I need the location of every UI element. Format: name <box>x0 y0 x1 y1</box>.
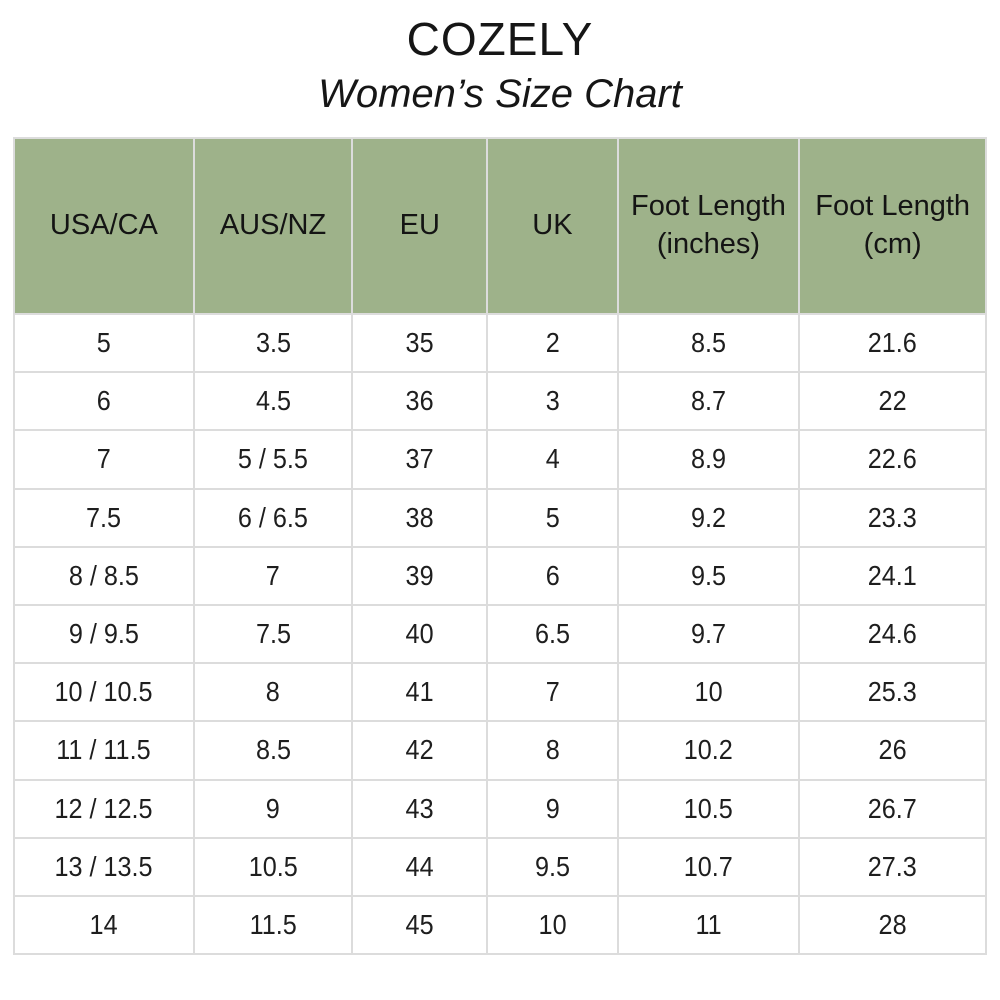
cell-value: 45 <box>405 908 434 940</box>
cell-value: 4.5 <box>255 385 291 417</box>
table-cell <box>352 896 487 954</box>
table-row <box>14 896 986 954</box>
cell-value: 23.3 <box>868 501 918 533</box>
cell-value: 42 <box>405 734 434 766</box>
table-cell <box>618 663 800 721</box>
size-chart-table <box>13 137 987 955</box>
cell-value: 3 <box>545 385 560 417</box>
table-cell <box>487 838 617 896</box>
table-cell <box>618 721 800 779</box>
table-cell <box>618 314 800 372</box>
table-cell <box>487 780 617 838</box>
table-cell <box>799 314 986 372</box>
column-header-5 <box>799 138 986 314</box>
table-cell <box>618 780 800 838</box>
cell-value: 8 / 8.5 <box>68 559 139 591</box>
cell-value: 2 <box>545 327 560 359</box>
table-cell <box>194 372 352 430</box>
table-cell <box>618 372 800 430</box>
table-cell <box>352 489 487 547</box>
cell-value: 37 <box>405 443 434 475</box>
column-header-0 <box>14 138 194 314</box>
cell-value: 36 <box>405 385 434 417</box>
cell-value: 6 / 6.5 <box>237 501 309 533</box>
table-cell <box>799 605 986 663</box>
cell-value: 40 <box>405 618 434 650</box>
table-row <box>14 489 986 547</box>
table-cell <box>618 430 800 488</box>
cell-value: 10.7 <box>683 850 733 882</box>
column-header-2 <box>352 138 487 314</box>
table-row <box>14 780 986 838</box>
cell-value: 13 / 13.5 <box>54 850 153 882</box>
table-cell <box>352 663 487 721</box>
cell-value: 7.5 <box>255 618 291 650</box>
cell-value: 7 <box>545 676 560 708</box>
header-row <box>14 138 986 314</box>
cell-value: 38 <box>405 501 434 533</box>
table-cell <box>618 547 800 605</box>
cell-value: 7 <box>266 559 281 591</box>
cell-value: 10.2 <box>683 734 733 766</box>
table-cell <box>487 489 617 547</box>
table-cell <box>14 780 194 838</box>
cell-value: 3.5 <box>255 327 291 359</box>
cell-value: 8 <box>266 676 281 708</box>
table-body <box>14 314 986 954</box>
table-cell <box>799 663 986 721</box>
column-header-label: USA/CA <box>49 209 158 242</box>
table-cell <box>799 838 986 896</box>
table-cell <box>618 605 800 663</box>
column-header-label: UK <box>532 209 573 242</box>
cell-value: 12 / 12.5 <box>54 792 153 824</box>
table-cell <box>799 430 986 488</box>
cell-value: 7 <box>96 443 111 475</box>
table-cell <box>618 838 800 896</box>
table-row <box>14 430 986 488</box>
cell-value: 26.7 <box>868 792 918 824</box>
cell-value: 8.5 <box>255 734 291 766</box>
table-cell <box>194 896 352 954</box>
table-cell <box>799 721 986 779</box>
cell-value: 24.6 <box>868 618 918 650</box>
table-cell <box>14 605 194 663</box>
table-row <box>14 721 986 779</box>
title-block <box>0 0 1000 114</box>
table-cell <box>799 780 986 838</box>
cell-value: 44 <box>405 850 434 882</box>
cell-value: 11.5 <box>249 908 297 940</box>
table-cell <box>799 547 986 605</box>
cell-value: 27.3 <box>868 850 918 882</box>
table-cell <box>487 721 617 779</box>
cell-value: 8.9 <box>690 443 726 475</box>
table-cell <box>618 489 800 547</box>
cell-value: 43 <box>405 792 434 824</box>
table-cell <box>352 372 487 430</box>
table-cell <box>352 605 487 663</box>
table-cell <box>487 896 617 954</box>
table-cell <box>194 838 352 896</box>
column-header-3 <box>487 138 617 314</box>
table-cell <box>487 372 617 430</box>
cell-value: 11 <box>695 908 722 940</box>
table-cell <box>194 605 352 663</box>
column-header-label: Foot Length (cm) <box>815 190 971 260</box>
cell-value: 8.5 <box>690 327 726 359</box>
table-cell <box>14 721 194 779</box>
table-cell <box>14 314 194 372</box>
column-header-label: AUS/NZ <box>219 209 327 242</box>
table-cell <box>352 838 487 896</box>
cell-value: 10 <box>694 676 723 708</box>
table-cell <box>14 896 194 954</box>
table-cell <box>14 663 194 721</box>
cell-value: 6.5 <box>534 618 570 650</box>
cell-value: 9.7 <box>690 618 726 650</box>
cell-value: 14 <box>89 908 118 940</box>
cell-value: 9 <box>266 792 281 824</box>
cell-value: 10.5 <box>683 792 733 824</box>
table-cell <box>194 663 352 721</box>
cell-value: 9 / 9.5 <box>68 618 139 650</box>
table-cell <box>14 489 194 547</box>
table-cell <box>352 780 487 838</box>
cell-value: 10 / 10.5 <box>54 676 153 708</box>
table-row <box>14 663 986 721</box>
cell-value: 9 <box>545 792 560 824</box>
cell-value: 5 / 5.5 <box>237 443 309 475</box>
cell-value: 9.5 <box>690 559 726 591</box>
cell-value: 8.7 <box>690 385 726 417</box>
table-cell <box>352 314 487 372</box>
cell-value: 39 <box>405 559 434 591</box>
cell-value: 7.5 <box>86 501 122 533</box>
cell-value: 6 <box>96 385 111 417</box>
cell-value: 41 <box>405 676 434 708</box>
cell-value: 8 <box>545 734 560 766</box>
table-row <box>14 314 986 372</box>
table-cell <box>799 372 986 430</box>
cell-value: 25.3 <box>868 676 918 708</box>
page-subtitle: Women’s Size Chart <box>318 72 682 116</box>
cell-value: 26 <box>878 734 907 766</box>
cell-value: 28 <box>878 908 907 940</box>
cell-value: 5 <box>96 327 111 359</box>
table-row <box>14 605 986 663</box>
table-cell <box>799 896 986 954</box>
table-head <box>14 138 986 314</box>
brand-title: COZELY <box>406 13 594 65</box>
cell-value: 9.5 <box>534 850 570 882</box>
cell-value: 9.2 <box>690 501 726 533</box>
column-header-label: EU <box>399 209 440 242</box>
column-header-label: Foot Length (inches) <box>631 190 786 260</box>
column-header-1 <box>194 138 352 314</box>
cell-value: 10 <box>538 908 567 940</box>
cell-value: 6 <box>545 559 560 591</box>
table-cell <box>14 430 194 488</box>
table-cell <box>352 721 487 779</box>
cell-value: 22 <box>878 385 907 417</box>
column-header-4 <box>618 138 800 314</box>
cell-value: 24.1 <box>868 559 918 591</box>
cell-value: 21.6 <box>868 327 918 359</box>
table-cell <box>14 372 194 430</box>
cell-value: 35 <box>405 327 434 359</box>
table-cell <box>194 721 352 779</box>
cell-value: 5 <box>545 501 560 533</box>
table-cell <box>487 663 617 721</box>
table-cell <box>487 547 617 605</box>
table-cell <box>487 605 617 663</box>
cell-value: 4 <box>545 443 560 475</box>
cell-value: 10.5 <box>248 850 298 882</box>
table-cell <box>14 838 194 896</box>
table-cell <box>14 547 194 605</box>
cell-value: 22.6 <box>868 443 918 475</box>
table-cell <box>194 314 352 372</box>
table-cell <box>618 896 800 954</box>
table-cell <box>352 547 487 605</box>
table-cell <box>194 547 352 605</box>
table-cell <box>799 489 986 547</box>
cell-value: 11 / 11.5 <box>56 734 152 766</box>
table-cell <box>194 780 352 838</box>
table-cell <box>487 430 617 488</box>
table-row <box>14 372 986 430</box>
table-cell <box>194 489 352 547</box>
table-row <box>14 547 986 605</box>
table-cell <box>194 430 352 488</box>
table-cell <box>352 430 487 488</box>
table-cell <box>487 314 617 372</box>
table-row <box>14 838 986 896</box>
